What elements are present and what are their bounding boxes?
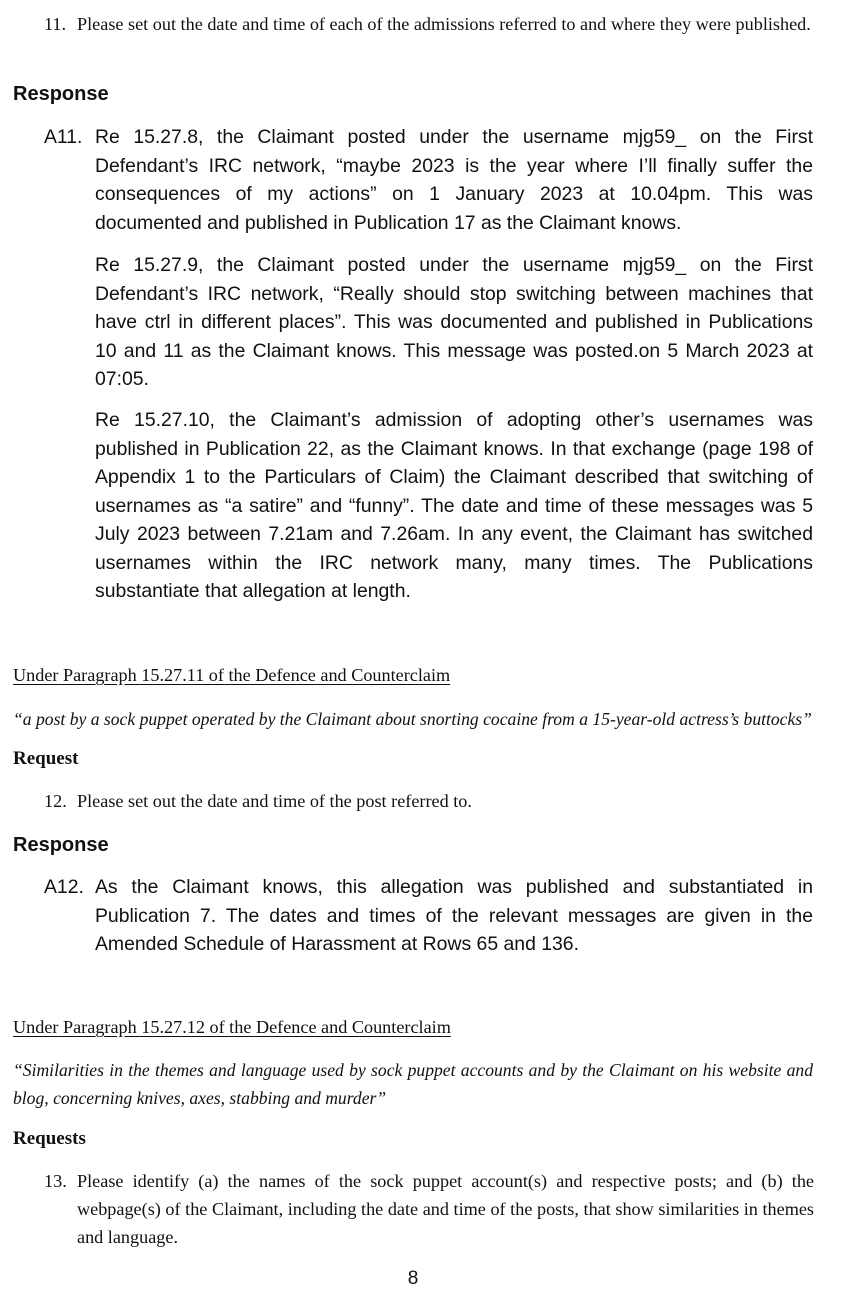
item-number: A12.	[44, 876, 84, 898]
response-heading: Response	[13, 834, 109, 856]
quoted-allegation: “Similarities in the themes and language used by sock puppet accounts and by the Claimant on his website and blog, concerning knives, axes, stabbing and murder”	[13, 1060, 813, 1108]
response-paragraph: Re 15.27.8, the Claimant posted under the username mjg59_ on the First Defendant’s IRC network, “maybe 2023 is the year where I’ll finally suffer the consequences of my actions” on 1 January 2023 at 10.04pm. This was documented and published in Publication 17 as the Claimant knows.	[95, 126, 813, 234]
request-heading: Request	[13, 748, 79, 769]
response-item-a11-continued	[44, 251, 813, 394]
item-text: Please identify (a) the names of the sock puppet account(s) and respective posts; and (b) the webpage(s) of the Claimant, including the date and time of the posts, that show similarities in themes and language.	[77, 1171, 814, 1247]
item-number: A11.	[44, 126, 83, 148]
response-paragraph: Re 15.27.9, the Claimant posted under the username mjg59_ on the First Defendant’s IRC network, “Really should stop switching between machines that have ctrl in different places”. This was documented and published in Publications 10 and 11 as the Claimant knows. This message was posted.on 5 March 2023 at 07:05.	[95, 254, 813, 390]
item-text: Please set out the date and time of each of the admissions referred to and where they were published.	[77, 14, 811, 34]
item-text: Please set out the date and time of the post referred to.	[77, 791, 472, 811]
request-item-11	[44, 10, 814, 38]
section-heading: Under Paragraph 15.27.11 of the Defence and Counterclaim	[13, 665, 451, 685]
section-heading: Under Paragraph 15.27.12 of the Defence and Counterclaim	[13, 1017, 451, 1037]
request-item-12	[44, 787, 814, 815]
request-heading: Requests	[13, 1128, 86, 1149]
response-paragraph: As the Claimant knows, this allegation was published and substantiated in Publication 7. The dates and times of the relevant messages are given in the Amended Schedule of Harassment at Rows 65 and 136.	[95, 876, 813, 955]
item-number: 13.	[44, 1171, 67, 1191]
item-number: 11.	[44, 14, 67, 34]
response-item-a11	[44, 123, 813, 237]
page-number: 8	[407, 1268, 419, 1289]
response-item-a11-continued	[44, 406, 813, 606]
quoted-allegation: “a post by a sock puppet operated by the Claimant about snorting cocaine from a 15-year-old actress’s buttocks”	[13, 709, 812, 729]
item-number: 12.	[44, 791, 67, 811]
request-item-13	[44, 1167, 814, 1251]
response-item-a12	[44, 873, 813, 959]
response-paragraph: Re 15.27.10, the Claimant’s admission of adopting other’s usernames was published in Publication 22, as the Claimant knows. In that exchange (page 198 of Appendix 1 to the Particulars of Claim) the Claimant described that switching of usernames as “a satire” and “funny”. The date and time of these messages was 5 July 2023 between 7.21am and 7.26am. In any event, the Claimant has switched usernames within the IRC network many, many times. The Publications substantiate that allegation at length.	[95, 409, 813, 602]
response-heading: Response	[13, 83, 109, 105]
